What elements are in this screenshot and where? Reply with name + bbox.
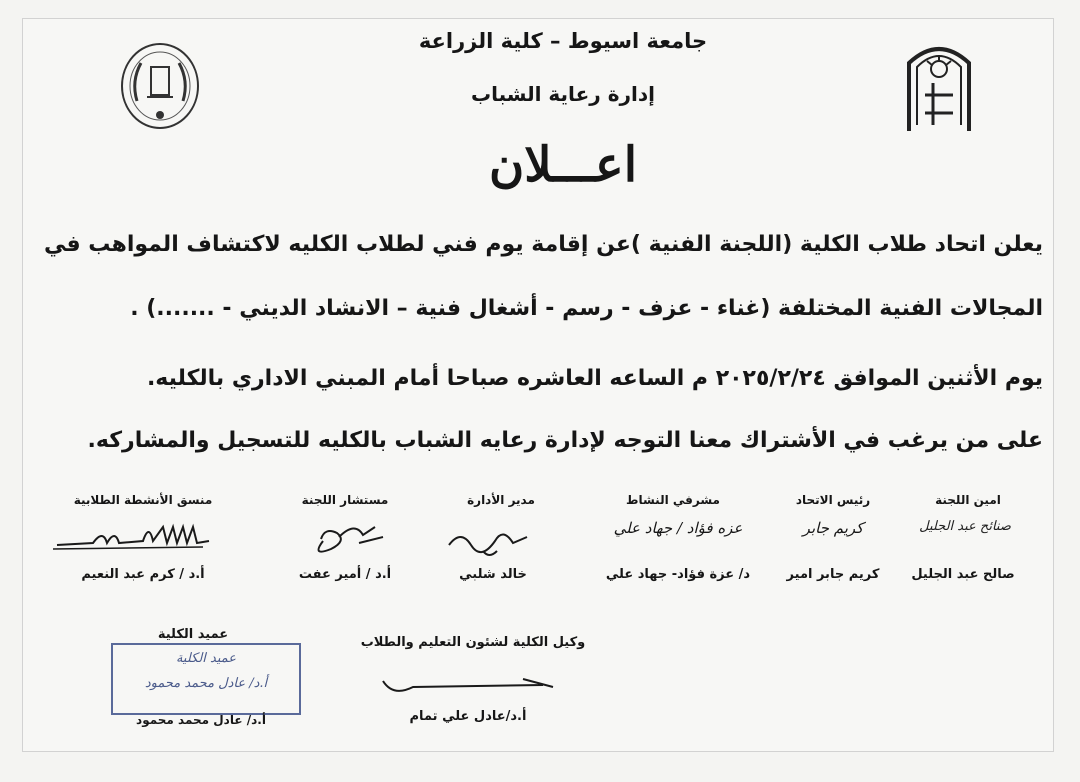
- sig-name-committee-advisor: أ.د / أمير عفت: [298, 567, 392, 582]
- vice-dean-role: وكيل الكلية لشئون التعليم والطلاب: [360, 635, 586, 650]
- sig-role-admin-director: مدير الأدارة: [467, 493, 535, 507]
- body-line-2: المجالات الفنية المختلفة (غناء - عزف - رسم - أشغال فنية – الانشاد الديني - .......) .: [130, 296, 1043, 321]
- dean-role: عميد الكلية: [157, 627, 229, 642]
- sig-role-activities-coordinator: منسق الأنشطة الطلابية: [73, 493, 213, 507]
- sig-handwriting-committee-secretary: صنائح عبد الجليل: [919, 519, 1011, 534]
- sig-name-activities-coordinator: أ.د / كرم عبد النعيم: [81, 567, 205, 582]
- signature-scribble-vice-dean: [373, 663, 563, 703]
- dean-stamp: [111, 643, 301, 715]
- sig-role-committee-secretary: امين اللجنة: [935, 493, 1001, 507]
- stamp-line-2: أ.د/ عادل محمد محمود: [144, 676, 268, 691]
- sig-name-committee-secretary: صالح عبد الجليل: [911, 567, 1015, 582]
- stamp-line-1: عميد الكلية: [175, 651, 237, 666]
- sig-name-union-president: كريم جابر امير: [786, 567, 880, 582]
- signature-scribble-committee-advisor: [303, 513, 393, 559]
- sig-handwriting-union-president: كريم جابر: [802, 519, 864, 537]
- sig-name-admin-director: خالد شلبي: [459, 567, 527, 582]
- sig-role-activity-supervisors: مشرفي النشاط: [626, 493, 720, 507]
- department-header: إدارة رعاية الشباب: [470, 82, 656, 106]
- sig-role-committee-advisor: مستشار اللجنة: [301, 493, 389, 507]
- sig-name-activity-supervisors: د/ عزة فؤاد- جهاد علي: [605, 567, 751, 582]
- sig-handwriting-activity-supervisors: عزه فؤاد / جهاد علي: [613, 519, 743, 537]
- dean-name: أ.د/ عادل محمد محمود: [136, 713, 266, 727]
- university-seal-logo: [119, 41, 201, 131]
- body-line-4: على من يرغب في الأشتراك معنا التوجه لإدارة رعايه الشباب بالكليه للتسجيل والمشاركه.: [87, 428, 1043, 453]
- vice-dean-name: أ.د/عادل علي تمام: [409, 709, 527, 724]
- announcement-title: اعـــلان: [488, 137, 638, 193]
- body-line-1: يعلن اتحاد طلاب الكلية (اللجنة الفنية )عن إقامة يوم فني لطلاب الكليه لاكتشاف المواهب في: [43, 232, 1043, 257]
- announcement-page: [22, 18, 1054, 752]
- signature-scribble-admin-director: [443, 515, 543, 565]
- university-header: جامعة اسيوط – كلية الزراعة: [418, 29, 708, 53]
- sig-role-union-president: رئيس الاتحاد: [795, 493, 871, 507]
- signature-scribble-activities-coordinator: [53, 519, 213, 559]
- body-line-3: يوم الأثنين الموافق ٢٠٢٥/٢/٢٤ م الساعه العاشره صباحا أمام المبني الاداري بالكليه.: [146, 366, 1043, 391]
- faculty-logo: [903, 33, 975, 133]
